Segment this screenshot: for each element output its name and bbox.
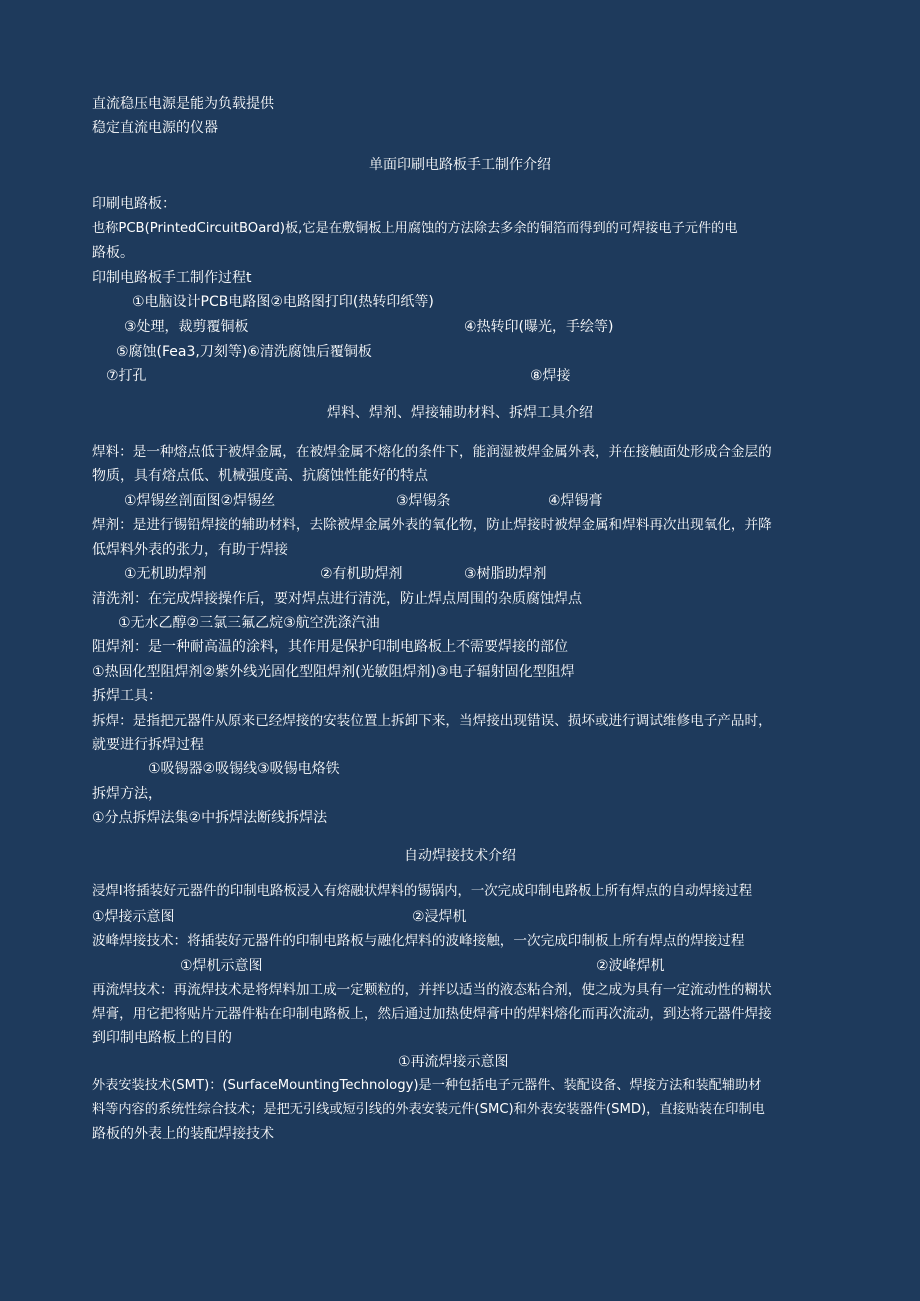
process-step-3: ③处理，裁剪覆铜板	[124, 319, 249, 335]
dip-description: 浸焊I将插装好元器件的印制电路板浸入有熔融状焊料的锡锅内，一次完成印制电路板上所有焊点的自动焊接过程	[92, 884, 753, 899]
section-1-title: 单面印刷电路板手工制作介绍	[369, 157, 551, 173]
process-step-7: ⑦打孔	[106, 368, 147, 384]
solder-items-1: ①焊锡丝剖面图②焊锡丝	[124, 493, 276, 509]
solder-items-3: ④焊锡膏	[548, 493, 603, 509]
reflow-description-line-1: 再流焊技术：再流焊技术是将焊料加工成一定颗粒的，并拌以适当的液态粘合剂，使之成为具有一定流动性的糊状	[92, 982, 772, 998]
desolder-description-line-1: 拆焊：是指把元器件从原来已经焊接的安装位置上拆卸下来，当焊接出现错误、损坏或进行调试维修电子产品时，	[92, 713, 772, 729]
method-label: 拆焊方法，	[92, 786, 162, 802]
solder-description-line-2: 物质，具有熔点低、机械强度高、抗腐蚀性能好的特点	[92, 468, 428, 484]
process-steps-5-6: ⑤腐蚀(Fea3,刀刻等)⑥清洗腐蚀后覆铜板	[116, 344, 372, 360]
reflow-item: ①再流焊接示意图	[398, 1054, 509, 1070]
flux-items-2: ②有机助焊剂	[320, 566, 403, 582]
pcb-label: 印刷电路板：	[92, 196, 176, 212]
solder-description-line-1: 焊料：是一种熔点低于被焊金属，在被焊金属不熔化的条件下，能润湿被焊金属外表，并在接触面处形成合金层的	[92, 444, 772, 460]
flux-description-line-2: 低焊料外表的张力，有助于焊接	[92, 542, 288, 558]
wave-item-1: ①焊机示意图	[180, 958, 263, 974]
dip-item-1: ①焊接示意图	[92, 909, 175, 925]
pcb-description-line-1: 也称PCB(PrintedCircuitBOard)板,它是在敷铜板上用腐蚀的方法除去多余的铜箔而得到的可焊接电子元件的电	[92, 221, 738, 236]
flux-description-line-1: 焊剂：是进行锡铅焊接的辅助材料，去除被焊金属外表的氧化物，防止焊接时被焊金属和焊料再次出现氧化，并降	[92, 517, 772, 533]
dip-item-2: ②浸焊机	[412, 909, 467, 925]
process-label: 印制电路板手工制作过程t	[92, 270, 252, 286]
reflow-description-line-3: 到印制电路板上的目的	[92, 1030, 232, 1046]
desolder-items: ①吸锡器②吸锡线③吸锡电烙铁	[148, 761, 340, 777]
cleaner-items: ①无水乙醇②三氯三氟乙烷③航空洗涤汽油	[118, 615, 380, 631]
section-3-title: 自动焊接技术介绍	[404, 848, 516, 864]
process-step-8: ⑧焊接	[530, 368, 571, 384]
intro-line-1: 直流稳压电源是能为负载提供	[92, 96, 274, 112]
process-step-4: ④热转印(曝光，手绘等)	[464, 319, 614, 335]
method-items: ①分点拆焊法集②中拆焊法断线拆焊法	[92, 810, 328, 826]
process-steps-1-2: ①电脑设计PCB电路图②电路图打印(热转印纸等)	[132, 294, 434, 310]
wave-description: 波峰焊接技术：将插装好元器件的印制电路板与融化焊料的波峰接触，一次完成印制板上所有焊点的焊接过程	[92, 933, 745, 949]
smt-description-line-1: 外表安装技术(SMT)：(SurfaceMountingTechnology)是一种包括电子元器件、装配设备、焊接方法和装配辅助材	[92, 1078, 762, 1093]
smt-description-line-3: 路板的外表上的装配焊接技术	[92, 1126, 274, 1142]
resist-items: ①热固化型阻焊剂②紫外线光固化型阻焊剂(光敏阻焊剂)③电子辐射固化型阻焊	[92, 664, 575, 680]
flux-items-3: ③树脂助焊剂	[464, 566, 547, 582]
solder-items-2: ③焊锡条	[396, 493, 451, 509]
cleaner-description: 清洗剂：在完成焊接操作后，要对焊点进行清洗，防止焊点周围的杂质腐蚀焊点	[92, 591, 582, 607]
intro-line-2: 稳定直流电源的仪器	[92, 120, 218, 136]
pcb-description-line-2: 路板。	[92, 245, 134, 261]
smt-description-line-2: 料等内容的系统性综合技术；是把无引线或短引线的外表安装元件(SMC)和外表安装器件(SMD)，直接贴装在印制电	[92, 1102, 765, 1117]
tools-label: 拆焊工具：	[92, 688, 162, 704]
wave-item-2: ②波峰焊机	[596, 958, 665, 974]
desolder-description-line-2: 就要进行拆焊过程	[92, 737, 204, 753]
flux-items-1: ①无机助焊剂	[124, 566, 207, 582]
section-2-title: 焊料、焊剂、焊接辅助材料、拆焊工具介绍	[327, 405, 593, 421]
reflow-description-line-2: 焊膏，用它把将贴片元器件粘在印制电路板上，然后通过加热使焊膏中的焊料熔化而再次流动，到达将元器件焊接	[92, 1006, 772, 1022]
resist-description: 阻焊剂：是一种耐高温的涂料，其作用是保护印制电路板上不需要焊接的部位	[92, 639, 568, 655]
